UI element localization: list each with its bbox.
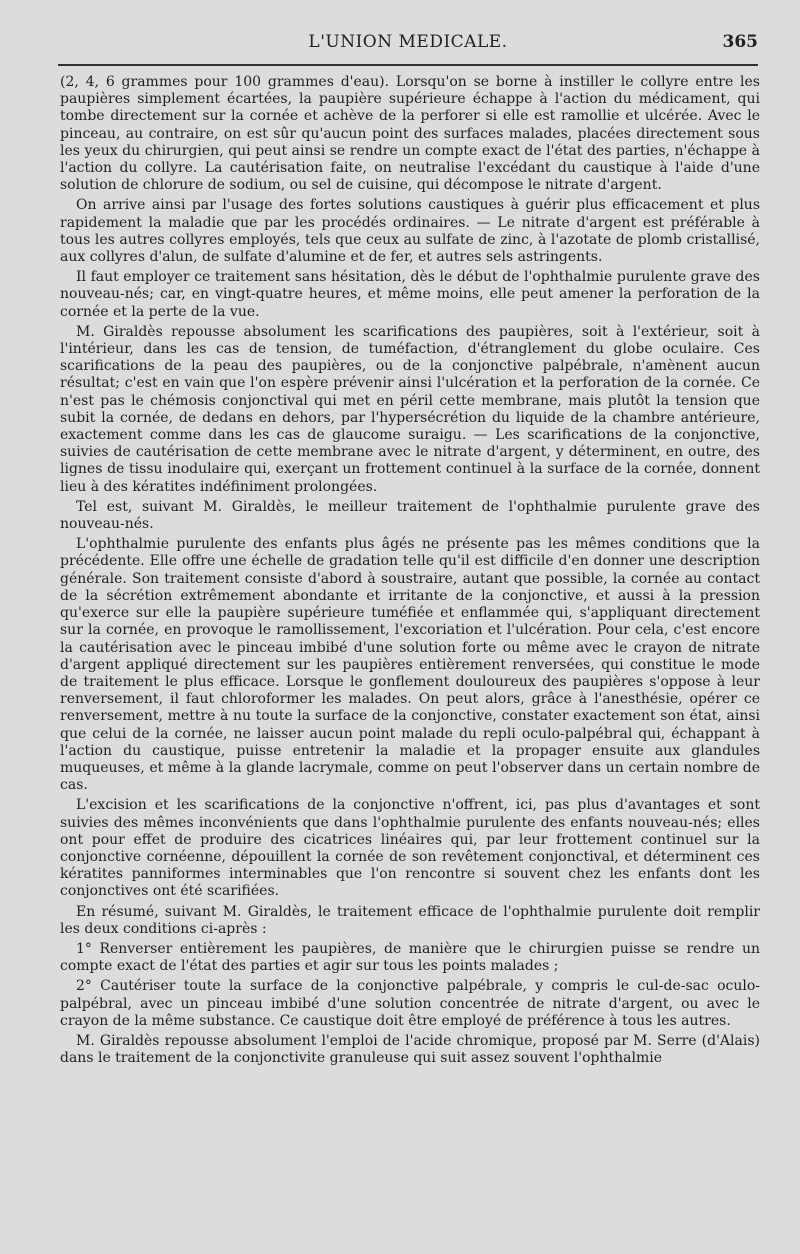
header-rule xyxy=(58,64,758,66)
paragraph: Il faut employer ce traitement sans hésitation, dès le début de l'ophthalmie purulente grave des nouveau-nés; car, en vingt-quatre heures, et même moins, elle peut amener la perforation de la cornée et la perte de la vue. xyxy=(60,269,760,320)
page-number: 365 xyxy=(722,32,758,52)
paragraph: L'excision et les scarifications de la conjonctive n'offrent, ici, pas plus d'avantages et sont suivies des mêmes inconvénients que dans l'ophthalmie purulente des enfants nouveau-nés; elles ont pour effet de produire des cicatrices linéaires qui, par leur frottement continuel sur la conjonctive cornéenne, dépouillent la cornée de son revêtement conjonctival, et déterminent ces kératites panniformes interminables que l'on rencontre si souvent chez les enfants dont les conjonctives ont été scarifiées. xyxy=(60,797,760,900)
paragraph: M. Giraldès repousse absolument les scarifications des paupières, soit à l'extérieur, soit à l'intérieur, dans les cas de tension, de tuméfaction, d'étranglement du globe oculaire. Ces scarifications de la peau des paupières, ou de la conjonctive palpébrale, n'amènent aucun résultat; c'est en vain que l'on espère prévenir ainsi l'ulcération et la perforation de la cornée. Ce n'est pas le chémosis conjonctival qui met en péril cette membrane, mais plutôt la tension que subit la cornée, de dedans en dehors, par l'hypersécrétion du liquide de la chambre antérieure, exactement comme dans les cas de glaucome suraigu. — Les scarifications de la conjonctive, suivies de cautérisation de cette membrane avec le nitrate d'argent, y déterminent, en outre, des lignes de tissu inodulaire qui, exerçant un frottement continuel à la surface de la cornée, donnent lieu à des kératites indéfiniment prolongées. xyxy=(60,323,760,495)
paragraph: 2° Cautériser toute la surface de la conjonctive palpébrale, y compris le cul-de-sac oculo-palpébral, avec un pinceau imbibé d'une solution concentrée de nitrate d'argent, ou avec le crayon de la même substance. Ce caustique doit être employé de préférence à tous les autres. xyxy=(60,978,760,1029)
paragraph: M. Giraldès repousse absolument l'emploi de l'acide chromique, proposé par M. Serre (d'Alais) dans le traitement de la conjonctivite granuleuse qui suit assez souvent l'ophthalmie xyxy=(60,1032,760,1067)
article-body xyxy=(60,74,760,1070)
paragraph: En résumé, suivant M. Giraldès, le traitement efficace de l'ophthalmie purulente doit remplir les deux conditions ci-après : xyxy=(60,903,760,937)
paragraph: 1° Renverser entièrement les paupières, de manière que le chirurgien puisse se rendre un compte exact de l'état des parties et agir sur tous les points malades ; xyxy=(60,940,760,975)
paragraph: On arrive ainsi par l'usage des fortes solutions caustiques à guérir plus efficacement et plus rapidement la maladie que par les procédés ordinaires. — Le nitrate d'argent est préférable à tous les autres collyres employés, tels que ceux au sulfate de zinc, à l'azotate de plomb cristallisé, aux collyres d'alun, de sulfate d'alumine et de fer, et autres sels astringents. xyxy=(60,197,760,266)
paragraph: (2, 4, 6 grammes pour 100 grammes d'eau). Lorsqu'on se borne à instiller le collyre entre les paupières simplement écartées, la paupière supérieure échappe à l'action du médicament, qui tombe directement sur la cornée et achève de la perforer si elle est ramollie et ulcérée. Avec le pinceau, au contraire, on est sûr qu'aucun point des surfaces malades, placées directement sous les yeux du chirurgien, qui peut ainsi se rendre un compte exact de l'état des parties, n'échappe à l'action du collyre. La cautérisation faite, on neutralise l'excédant du caustique à l'aide d'une solution de chlorure de sodium, ou sel de cuisine, qui décompose le nitrate d'argent. xyxy=(60,74,760,194)
paragraph: Tel est, suivant M. Giraldès, le meilleur traitement de l'ophthalmie purulente grave des nouveau-nés. xyxy=(60,498,760,533)
running-header xyxy=(58,30,758,60)
journal-title: L'UNION MEDICALE. xyxy=(308,32,508,52)
paragraph: L'ophthalmie purulente des enfants plus âgés ne présente pas les mêmes conditions que la précédente. Elle offre une échelle de gradation telle qu'il est difficile d'en donner une description générale. Son traitement consiste d'abord à soustraire, autant que possible, la cornée au contact de la sécrétion extrêmement abondante et irritante de la conjonctive, et aussi à la pression qu'exerce sur elle la paupière supérieure tuméfiée et enflammée qui, s'appliquant directement sur la cornée, en provoque le ramollissement, l'excoriation et l'ulcération. Pour cela, c'est encore la cautérisation avec le pinceau imbibé d'une solution forte ou même avec le crayon de nitrate d'argent appliqué directement sur les paupières entièrement renversées, qui constitue le mode de traitement le plus efficace. Lorsque le gonflement douloureux des paupières s'oppose à leur renversement, il faut chloroformer les malades. On peut alors, grâce à l'anesthésie, opérer ce renversement, mettre à nu toute la surface de la conjonctive, constater exactement son état, ainsi que celui de la cornée, ne laisser aucun point malade du repli oculo-palpébral qui, échappant à l'action du caustique, puisse entretenir la maladie et la propager ensuite aux glandules muqueuses, et même à la glande lacrymale, comme on peut l'observer dans un certain nombre de cas. xyxy=(60,536,760,794)
